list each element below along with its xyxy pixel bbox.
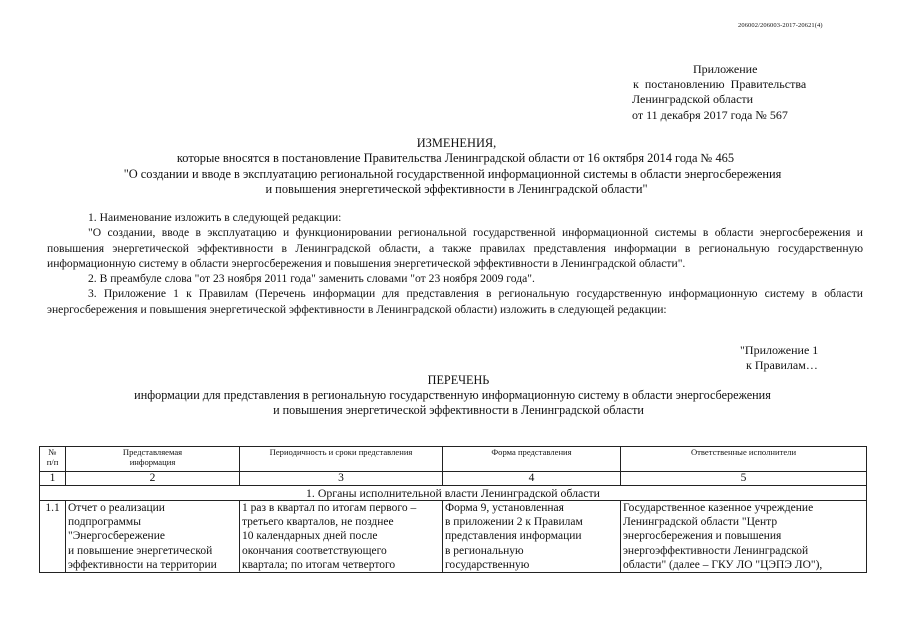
cell-line: квартала; по итогам четвертого (242, 558, 396, 571)
cell-line: области" (далее – ГКУ ЛО "ЦЭПЭ ЛО"), (623, 558, 823, 571)
list-title-line: и повышения энергетической эффективности в Ленинградской области (273, 403, 644, 418)
header-num-a: № (48, 447, 57, 457)
appendix-block (632, 62, 806, 123)
cell-line: третьего кварталов, не позднее (242, 516, 394, 529)
column-number-row (40, 472, 867, 486)
title-line: которые вносятся в постановление Правительства Ленинградской области от 16 октября 2014 года № 465 (176, 151, 735, 166)
list-heading: ПЕРЕЧЕНЬ (427, 373, 490, 387)
title-line: "О создании и вводе в эксплуатацию региональной государственной информационной системы в области энергосбережения (123, 166, 782, 181)
row-executors (621, 501, 867, 573)
cell-line: эффективности на территории (68, 558, 217, 571)
cell-line: Форма 9, установленная (445, 502, 564, 514)
cell-line: Отчет о реализации (68, 502, 165, 514)
list-title (0, 373, 905, 419)
appendix-rules-line: "Приложение 1 (740, 343, 819, 357)
appendix-rules (740, 343, 818, 374)
column-number: 3 (240, 472, 443, 486)
header-num-b: п/п (46, 457, 59, 467)
cell-line: Ленинградской области "Центр (623, 516, 778, 529)
section-row (40, 486, 867, 501)
appendix-line: к постановлению Правительства (633, 77, 807, 92)
paragraph-item-3: 3. Приложение 1 к Правилам (Перечень информации для представления в региональную государственную информационную систему в области энергосбережения и повышения энергетической эффективности в Ленинградской области) изложить в следующей редакции: (47, 287, 863, 316)
header-form: Форма представления (443, 447, 621, 472)
column-number: 5 (621, 472, 867, 486)
paragraph-item-1: 1. Наименование изложить в следующей редакции: (88, 211, 342, 224)
header-info (66, 447, 240, 472)
document-id: 206002/206003-2017-20621(4) (738, 22, 823, 29)
cell-line: представления информации (445, 530, 582, 543)
cell-line: подпрограммы (68, 516, 141, 529)
header-info-line: информация (129, 457, 176, 467)
table-header-row (40, 447, 867, 472)
cell-line: государственную (445, 558, 530, 571)
cell-line: и повышение энергетической (68, 544, 213, 557)
table-row (40, 501, 867, 573)
column-number: 1 (40, 472, 66, 486)
row-period (240, 501, 443, 573)
column-number: 2 (66, 472, 240, 486)
paragraph-new-name: "О создании, вводе в эксплуатацию и функционировании региональной государственной информационной системы в области энергосбережения и повышения энергетической эффективности в Ленинградской области, а также правилах представления информации в региональную государственную информационную систему в области энергосбережения и повышения энергетической эффективности в Ленинградской области". (47, 226, 863, 270)
cell-line: 1 раз в квартал по итогам первого – (242, 502, 417, 514)
cell-line: 10 календарных дней после (242, 530, 378, 543)
cell-line: "Энергосбережение (68, 530, 165, 543)
appendix-line: от 11 декабря 2017 года № 567 (632, 107, 788, 122)
header-period: Периодичность и сроки представления (240, 447, 443, 472)
document-body (47, 210, 863, 317)
info-table (39, 446, 867, 573)
row-form (443, 501, 621, 573)
cell-line: в региональную (445, 544, 524, 557)
cell-line: энергоэффективности Ленинградской (623, 544, 809, 557)
title-heading: ИЗМЕНЕНИЯ, (416, 136, 497, 150)
column-number: 4 (443, 472, 621, 486)
document-title (0, 136, 905, 198)
header-executors: Ответственные исполнители (621, 447, 867, 472)
cell-line: в приложении 2 к Правилам (445, 516, 583, 529)
row-info (66, 501, 240, 573)
cell-line: Государственное казенное учреждение (623, 502, 814, 514)
title-line: и повышения энергетической эффективности в Ленинградской области" (265, 182, 648, 197)
row-number: 1.1 (40, 501, 66, 573)
section-title: 1. Органы исполнительной власти Ленинградской области (40, 486, 867, 501)
header-info-line: Представляемая (122, 447, 183, 457)
paragraph-item-2: 2. В преамбуле слова "от 23 ноября 2011 года" заменить словами "от 23 ноября 2009 года". (88, 272, 535, 286)
appendix-rules-line: к Правилам… (746, 358, 818, 373)
list-title-line: информации для представления в региональную государственную информационную систему в области энергосбережения (134, 388, 771, 403)
cell-line: энергосбережения и повышения (623, 530, 782, 543)
header-num (40, 447, 66, 472)
appendix-line: Приложение (693, 62, 758, 76)
appendix-line: Ленинградской области (632, 92, 754, 107)
cell-line: окончания соответствующего (242, 544, 387, 557)
